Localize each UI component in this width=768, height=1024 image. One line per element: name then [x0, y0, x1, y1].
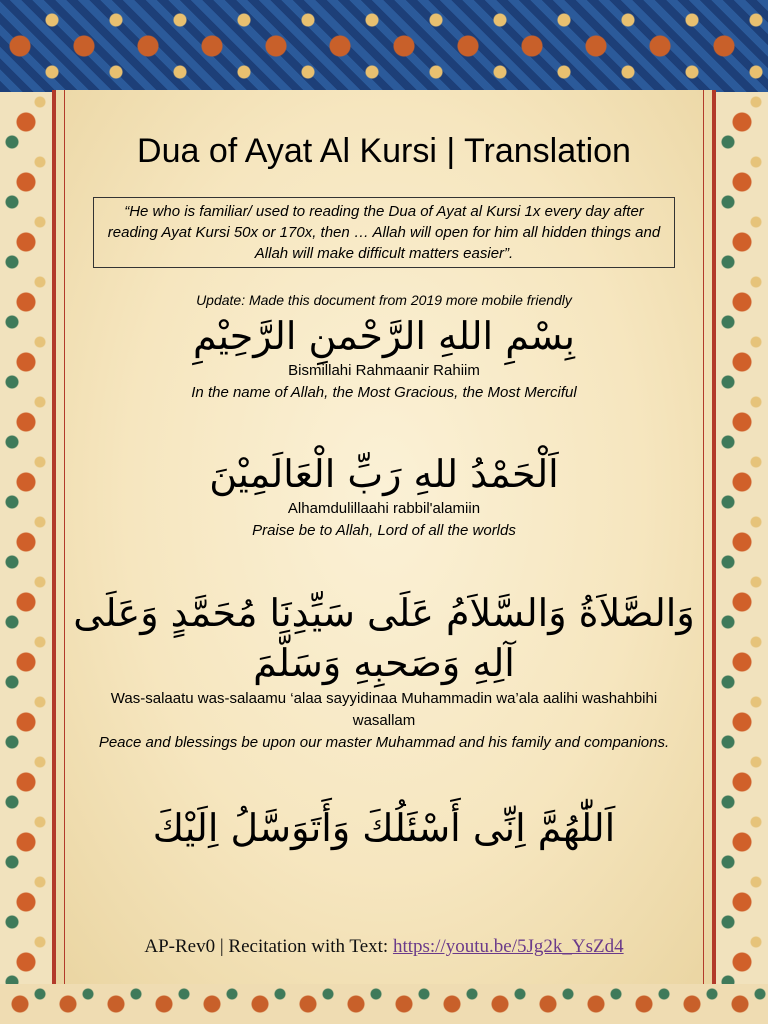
recitation-link[interactable]: https://youtu.be/5Jg2k_YsZd4 [392, 936, 624, 957]
translation-alhamdulillah: Praise be to Allah, Lord of all the worlds [252, 522, 516, 539]
translation-bismillah: In the name of Allah, the Most Gracious, the Most Merciful [191, 384, 577, 401]
transliteration-bismillah: Bismillahi Rahmaanir Rahiim [288, 362, 480, 379]
translation-salawat: Peace and blessings be upon our master Muhammad and his family and companions. [98, 734, 670, 751]
left-ornament-border [0, 92, 52, 1024]
right-ornament-border [716, 92, 768, 1024]
top-ornament-border [0, 0, 768, 92]
bottom-ornament-border [0, 984, 768, 1024]
update-note: Update: Made this document from 2019 more mobile friendly [196, 292, 572, 308]
quote-box: “He who is familiar/ used to reading the Dua of Ayat al Kursi 1x every day after reading Ayat Kursi 50x or 170x, then … Allah will open for him all hidden things and Allah will make difficult matters easier”. [93, 197, 675, 268]
arabic-alhamdulillah: اَلْحَمْدُ للهِ رَبِّ الْعَالَمِيْنَ [209, 452, 559, 496]
arabic-salawat: وَالصَّلاَةُ وَالسَّلاَمُ عَلَى سَيِّدِنَا مُحَمَّدٍ وَعَلَى آلِهِ وَصَحبِهِ وَسَلَّمَ [73, 591, 695, 685]
footer [52, 936, 716, 958]
transliteration-alhamdulillah: Alhamdulillaahi rabbil'alamiin [287, 500, 481, 517]
document-content [52, 90, 716, 852]
arabic-allahumma: اَللّٰهُمَّ اِنِّى أَسْئَلُكَ وَأَتَوَسَّلُ اِلَيْكَ [152, 806, 616, 850]
transliteration-salawat: Was-salaatu was-salaamu ‘alaa sayyidinaa Muhammadin wa’ala aalihi washahbihi wasallam [110, 690, 658, 729]
footer-label: AP-Rev0 | Recitation with Text: [144, 936, 393, 957]
page-title: Dua of Ayat Al Kursi | Translation [137, 132, 631, 170]
arabic-bismillah: بِسْمِ اللهِ الرَّحْمنِ الرَّحِيْمِ [193, 314, 575, 358]
